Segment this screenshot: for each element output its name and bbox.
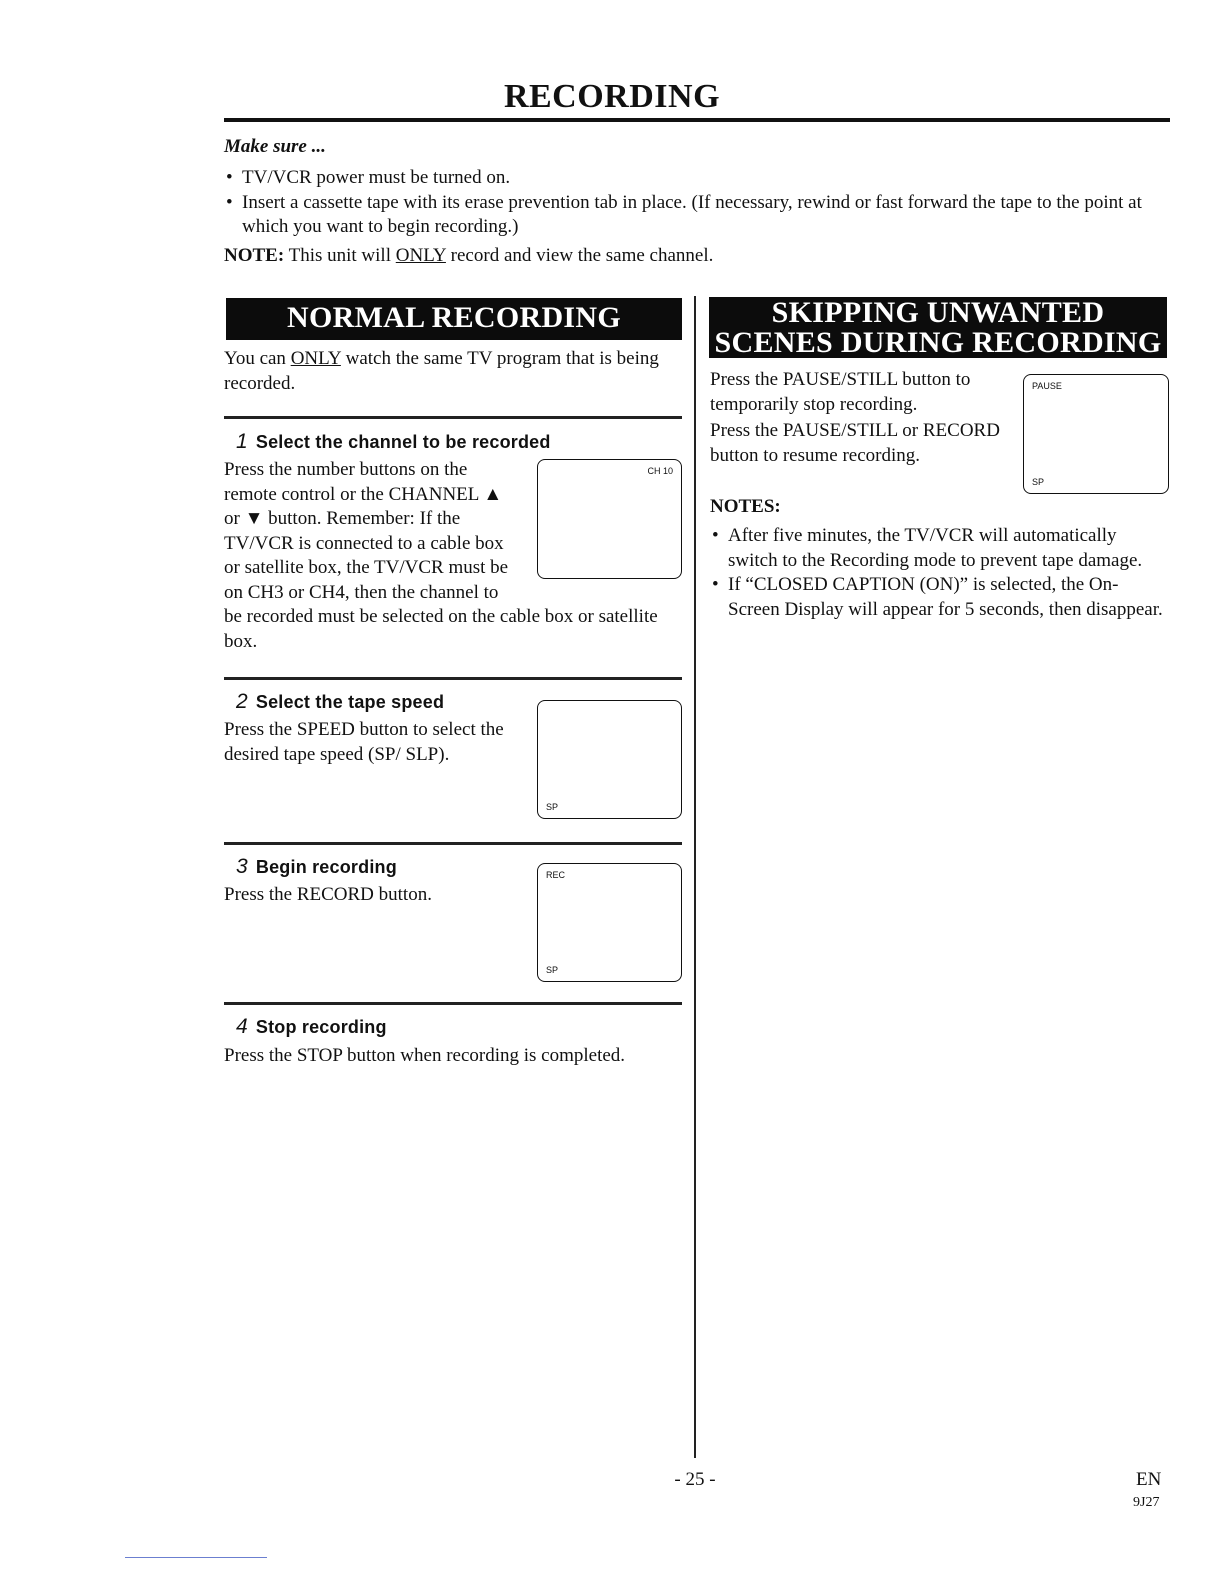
bullet-icon: • <box>712 574 719 595</box>
channel-screen-display <box>537 459 682 579</box>
step-2-number: 2 <box>236 690 248 713</box>
step-1-title: Select the channel to be recorded <box>255 432 551 452</box>
note-line <box>224 244 713 269</box>
step-2-heading <box>236 690 444 714</box>
bottom-edge-mark <box>125 1557 267 1558</box>
skipping-banner-line2: SCENES DURING RECORDING <box>714 326 1162 359</box>
column-divider <box>694 296 696 1458</box>
notes-list <box>710 524 1165 622</box>
step-divider <box>224 1002 682 1005</box>
note-item <box>710 573 1165 622</box>
step-divider <box>224 677 682 680</box>
bullet-icon: • <box>712 525 719 546</box>
make-sure-heading: Make sure ... <box>224 136 326 157</box>
speed-indicator: SP <box>546 965 559 975</box>
language-code: EN <box>1136 1469 1162 1490</box>
skipping-banner-line1: SKIPPING UNWANTED <box>771 296 1105 329</box>
step-4-heading <box>236 1015 387 1039</box>
note-text-pre: This unit will <box>284 245 396 266</box>
title-rule <box>224 118 1170 122</box>
step-2-title: Select the tape speed <box>255 692 445 712</box>
rec-indicator: REC <box>546 870 566 880</box>
step-1-number: 1 <box>236 430 248 453</box>
normal-intro-emphasis: ONLY <box>290 348 341 369</box>
note-item-text: After five minutes, the TV/VCR will automatically switch to the Recording mode to prevent tape damage. <box>728 525 1143 571</box>
speed-screen-display <box>537 700 682 819</box>
bullet-icon: • <box>226 167 233 188</box>
notes-heading: NOTES: <box>710 496 781 517</box>
skipping-para-1: Press the PAUSE/STILL button to temporarily stop recording. <box>710 369 971 415</box>
intro-bullet <box>224 166 1170 191</box>
page-number: - 25 - <box>674 1469 716 1490</box>
intro-bullet-text: Insert a cassette tape with its erase prevention tab in place. (If necessary, rewind or fast forward the tape to the point at which you want to begin recording.) <box>242 191 1142 237</box>
normal-intro-pre: You can <box>224 348 291 369</box>
pause-screen-display <box>1023 374 1169 494</box>
intro-bullet-text: TV/VCR power must be turned on. <box>242 167 511 188</box>
step-3-number: 3 <box>236 855 248 878</box>
pause-indicator: PAUSE <box>1032 381 1062 391</box>
step-3-body: Press the RECORD button. <box>224 884 432 905</box>
step-divider <box>224 842 682 845</box>
step-4-number: 4 <box>236 1015 248 1038</box>
step-3-title: Begin recording <box>255 857 397 877</box>
note-item-text: If “CLOSED CAPTION (ON)” is selected, the On-Screen Display will appear for 5 seconds, then disappear. <box>728 574 1163 620</box>
note-emphasis: ONLY <box>395 245 446 266</box>
note-label: NOTE: <box>224 245 285 266</box>
intro-bullet-list <box>224 166 1170 240</box>
step-2-body: Press the SPEED button to select the desired tape speed (SP/ SLP). <box>224 719 504 765</box>
speed-indicator: SP <box>546 802 559 812</box>
step-4-body: Press the STOP button when recording is completed. <box>224 1045 626 1066</box>
note-item <box>710 524 1165 573</box>
skipping-para-2: Press the PAUSE/STILL or RECORD button to resume recording. <box>710 420 1000 466</box>
normal-recording-banner: NORMAL RECORDING <box>226 298 682 340</box>
step-divider <box>224 416 682 419</box>
step-1-heading <box>236 430 551 454</box>
speed-indicator: SP <box>1032 477 1045 487</box>
step-1-body: Press the number buttons on the remote control or the CHANNEL ▲ or ▼ button. Remember: If the TV/VCR is connected to a cable box or satellite box, the TV/VCR must be on CH3 or CH4, then the channel to be recorded must be selected on the cable box or satellite box. <box>224 459 658 652</box>
intro-bullet <box>224 191 1170 240</box>
normal-intro <box>224 347 674 396</box>
bullet-icon: • <box>226 191 233 213</box>
step-4-title: Stop recording <box>255 1017 387 1037</box>
note-text-post: record and view the same channel. <box>445 245 714 266</box>
step-3-heading <box>236 855 397 879</box>
channel-indicator: CH 10 <box>647 466 673 476</box>
document-code: 9J27 <box>1133 1495 1160 1510</box>
skipping-banner <box>709 297 1167 358</box>
page-title: RECORDING <box>503 78 721 115</box>
normal-intro-post: watch the same TV program that is being recorded. <box>224 348 659 394</box>
record-screen-display <box>537 863 682 982</box>
